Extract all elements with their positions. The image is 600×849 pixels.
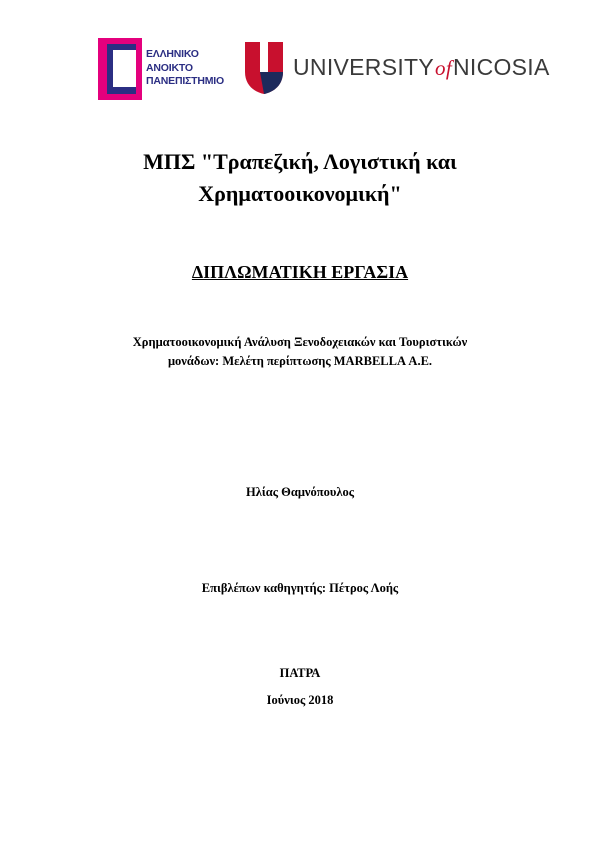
supervisor: Επιβλέπων καθηγητής: Πέτρος Λοής: [201, 581, 399, 595]
programme-title-line-2: Χρηματοοικονομική": [198, 181, 402, 206]
unic-logo: [245, 42, 550, 94]
thesis-title: [0, 333, 600, 371]
programme-title: [0, 146, 600, 210]
eap-logo-mark-icon: [98, 38, 142, 100]
thesis-type-heading: ΔΙΠΛΩΜΑΤΙΚΗ ΕΡΓΑΣΙΑ: [191, 262, 409, 282]
eap-logo-line-1: ΕΛΛΗΝΙΚΟ: [146, 48, 199, 60]
thesis-title-line-2: μονάδων: Μελέτη περίπτωσης MARBELLA Α.Ε.: [167, 354, 433, 368]
unic-wordmark: [293, 54, 550, 81]
thesis-title-line-1: Χρηματοοικονομική Ανάλυση Ξενοδοχειακών και Τουριστικών: [132, 335, 468, 349]
eap-logo-text: [146, 48, 224, 89]
unic-wordmark-of: of: [435, 56, 452, 80]
unic-wordmark-nicosia: NICOSIA: [452, 54, 550, 80]
city: ΠΑΤΡΑ: [279, 666, 321, 680]
eap-logo-line-3: ΠΑΝΕΠΙΣΤΗΜΙΟ: [146, 75, 224, 87]
eap-logo-line-2: ΑΝΟΙΚΤΟ: [146, 61, 193, 74]
author-name: Ηλίας Θαμνόπουλος: [246, 485, 354, 499]
date: Ιούνιος 2018: [266, 693, 334, 707]
programme-title-line-1: ΜΠΣ "Τραπεζική, Λογιστική και: [143, 149, 457, 174]
unic-wordmark-university: UNIVERSITY: [293, 54, 435, 80]
unic-shield-icon: [245, 42, 283, 94]
eap-logo: [98, 38, 230, 100]
